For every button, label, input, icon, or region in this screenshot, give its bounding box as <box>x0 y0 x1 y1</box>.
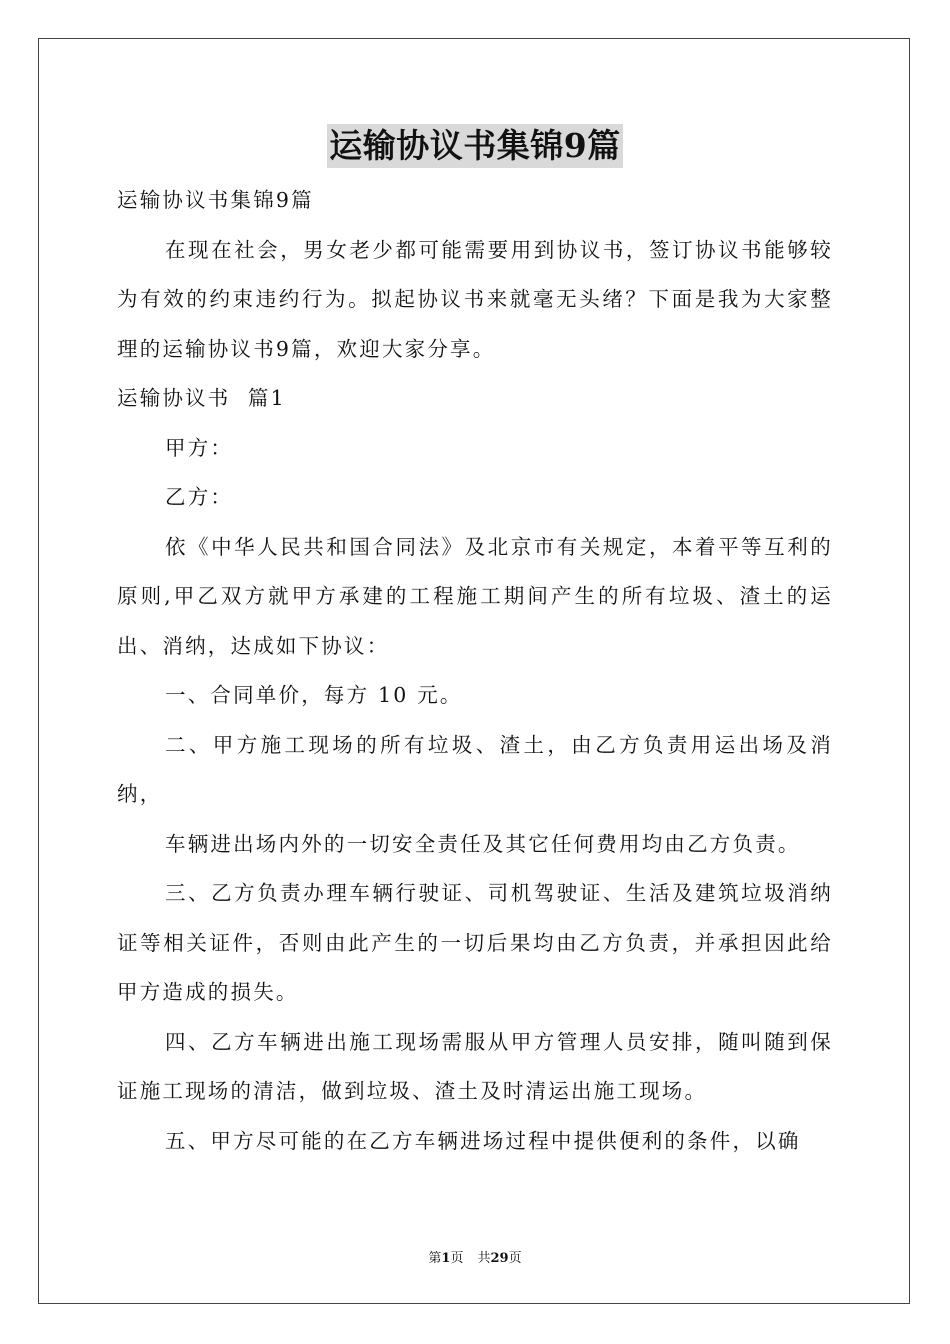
paragraph: 一、合同单价，每方 10 元。 <box>165 683 463 707</box>
paragraph: 乙方： <box>165 485 234 509</box>
section-heading: 运输协议书 篇1 <box>117 386 286 410</box>
page-prefix: 第 <box>428 1251 442 1266</box>
total-prefix: 共 <box>477 1251 491 1266</box>
total-pages: 29 <box>490 1251 509 1266</box>
title-container <box>0 124 950 168</box>
document-body <box>117 176 833 1166</box>
document-title: 运输协议书集锦9篇 <box>327 124 622 168</box>
page-suffix: 页 <box>450 1251 464 1266</box>
paragraph: 运输协议书集锦9篇 <box>117 188 314 212</box>
paragraph: 五、甲方尽可能的在乙方车辆进场过程中提供便利的条件，以确 <box>165 1128 801 1153</box>
paragraph: 在现在社会，男女老少都可能需要用到协议书，签订协议书能够较为有效的约束违约行为。拟起协议书来就毫无头绪？下面是我为大家整理的运输协议书9篇，欢迎大家分享。 <box>117 237 833 361</box>
paragraph: 依《中华人民共和国合同法》及北京市有关规定，本着平等互利的原则,甲乙双方就甲方承建的工程施工期间产生的所有垃圾、渣土的运出、消纳，达成如下协议： <box>117 534 833 658</box>
total-suffix: 页 <box>508 1251 522 1266</box>
page-footer <box>0 1250 950 1268</box>
paragraph: 三、乙方负责办理车辆行驶证、司机驾驶证、生活及建筑垃圾消纳证等相关证件，否则由此产生的一切后果均由乙方负责，并承担因此给甲方造成的损失。 <box>117 881 833 1004</box>
paragraph: 甲方： <box>165 435 234 460</box>
paragraph: 四、乙方车辆进出施工现场需服从甲方管理人员安排，随叫随到保证施工现场的清洁，做到垃圾、渣土及时清运出施工现场。 <box>117 1029 833 1103</box>
paragraph: 车辆进出场内外的一切安全责任及其它任何费用均由乙方负责。 <box>165 831 801 856</box>
paragraph: 二、甲方施工现场的所有垃圾、渣土，由乙方负责用运出场及消纳， <box>117 732 833 806</box>
page-number: 1 <box>441 1251 451 1266</box>
